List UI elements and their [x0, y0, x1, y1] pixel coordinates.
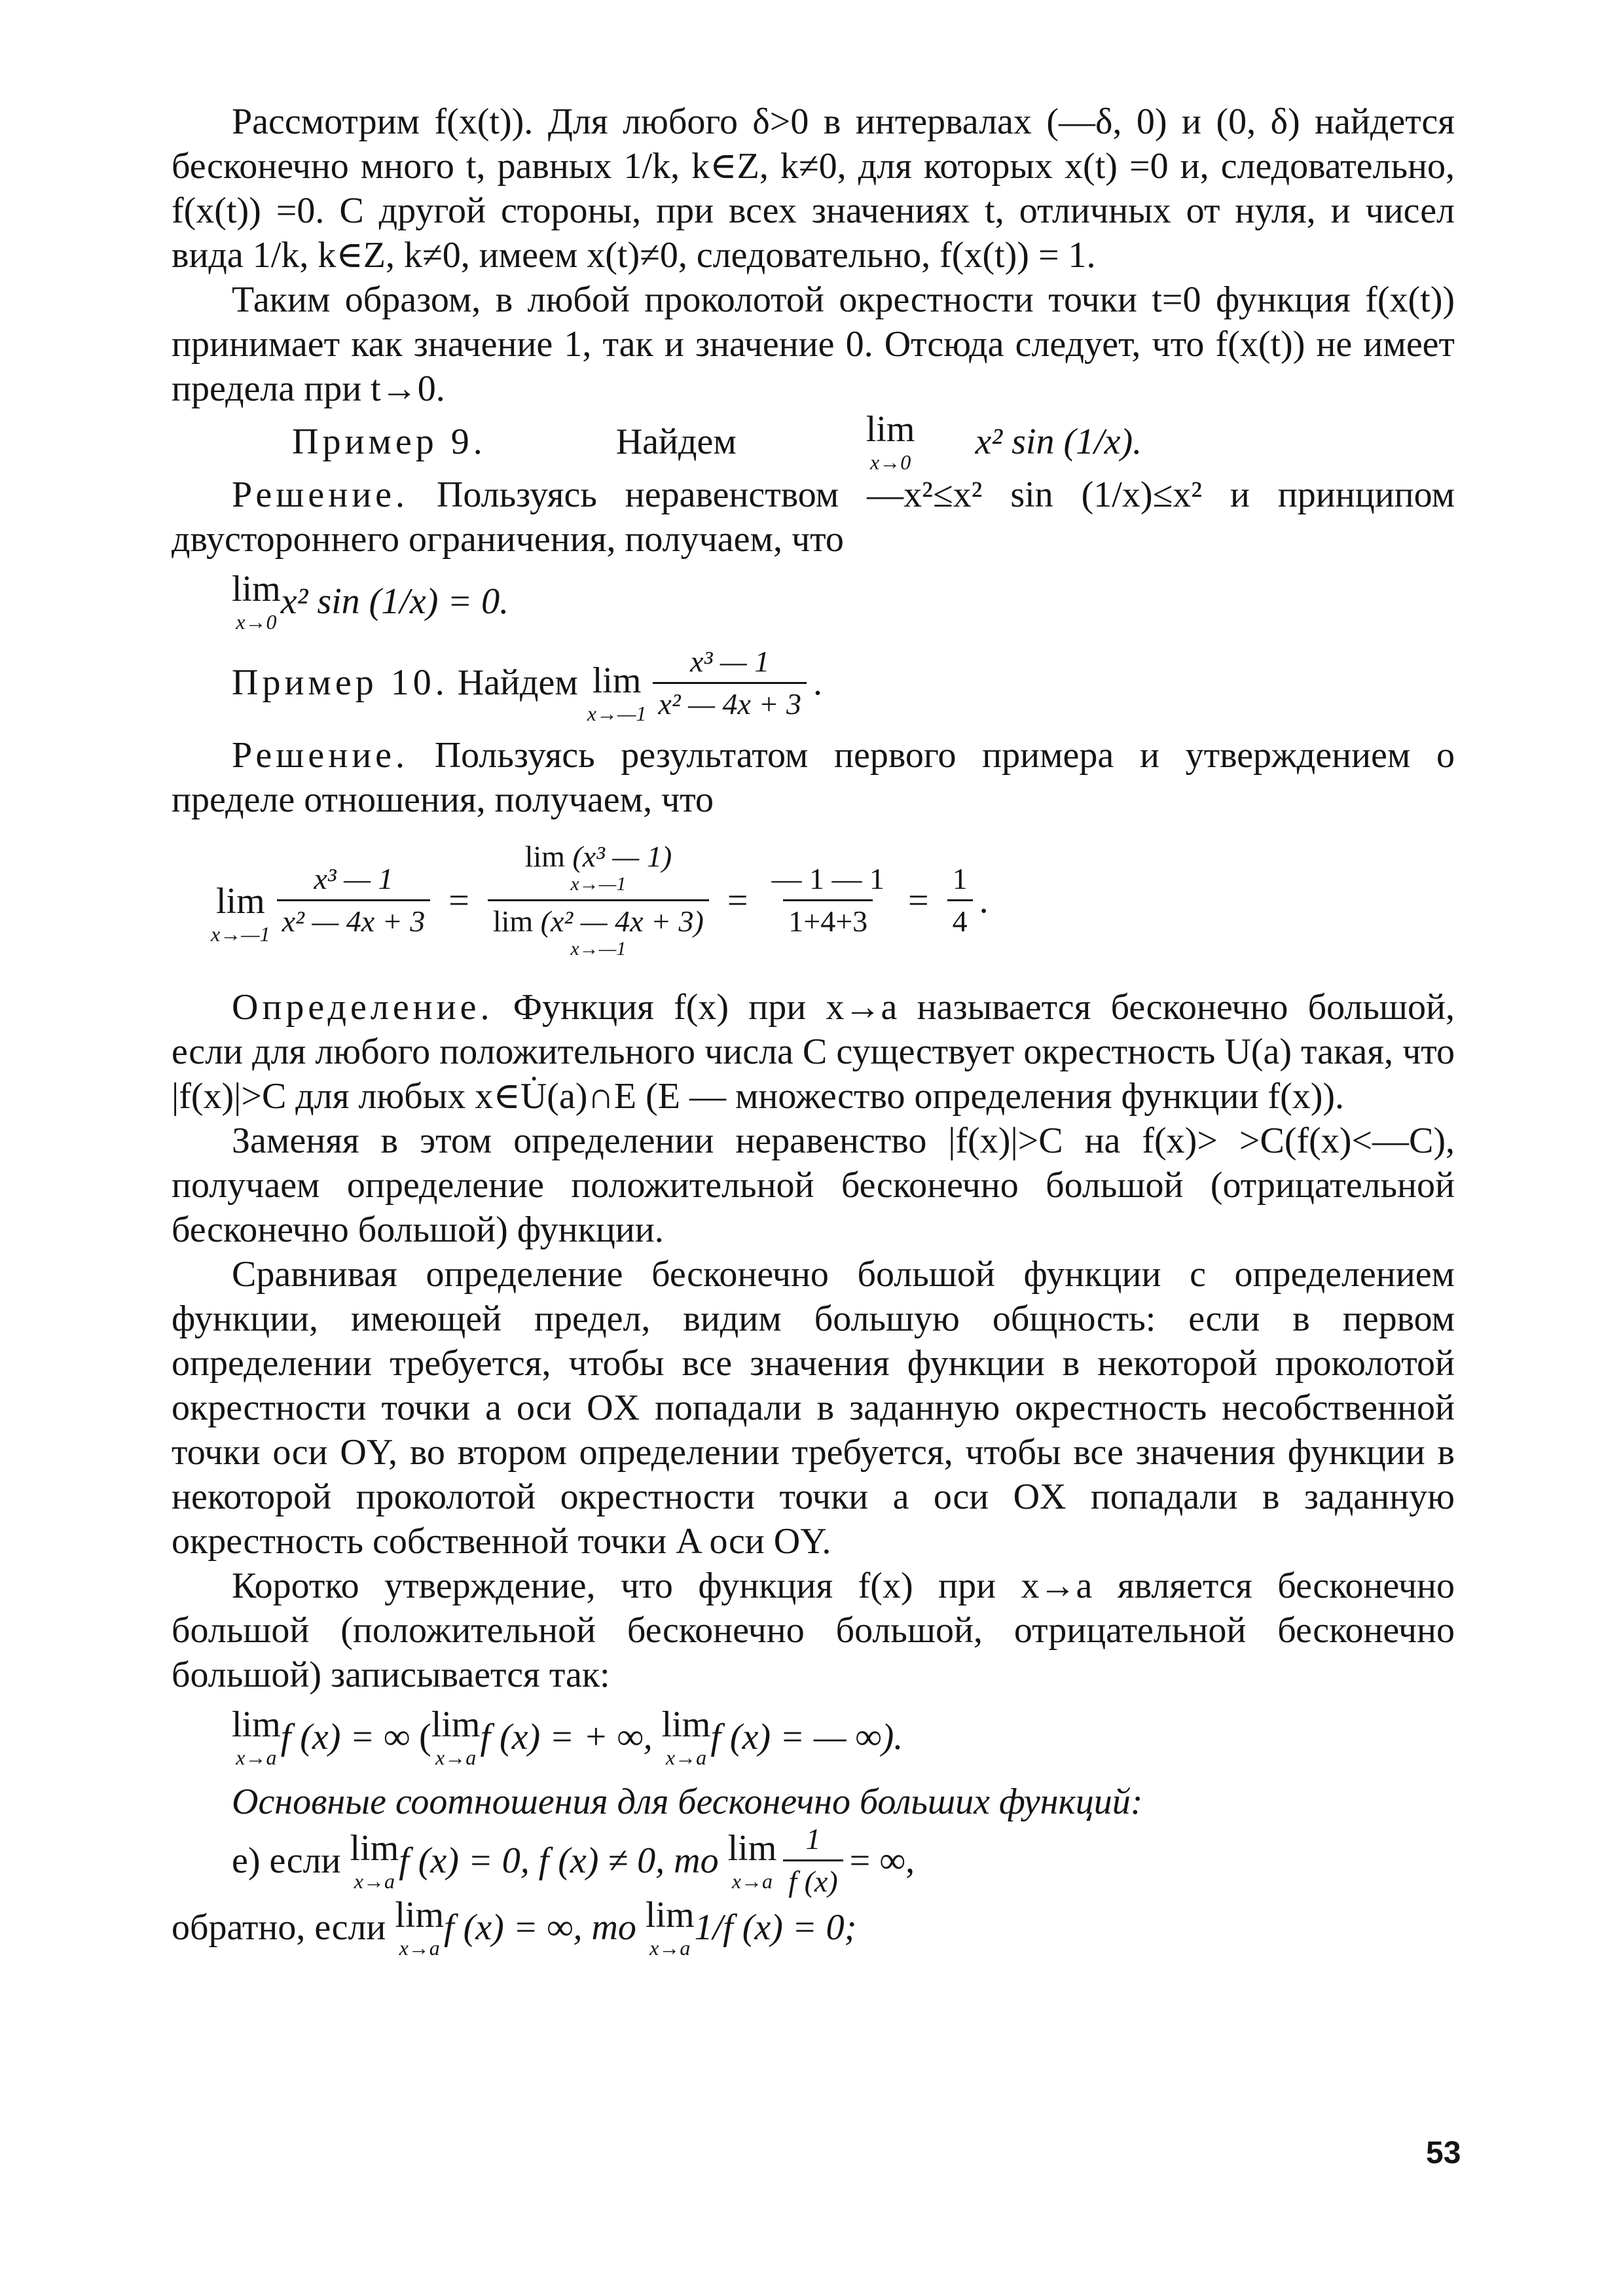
- fraction-2: [488, 842, 709, 959]
- denominator-expression: (x² — 4x + 3): [540, 905, 704, 938]
- example-10-fraction: [653, 644, 807, 721]
- equals-sign: =: [448, 880, 469, 921]
- limit-operator: [662, 1706, 711, 1768]
- lim-subscript: x→a: [731, 1869, 773, 1893]
- solution-10-label: Решение.: [232, 735, 409, 776]
- limit-operator: [395, 1897, 444, 1958]
- limit-operator: [587, 662, 647, 724]
- lim-word: lim: [232, 1704, 281, 1745]
- lim-word: lim: [395, 1895, 445, 1935]
- lim-word: lim: [727, 1827, 777, 1869]
- relation-e-prefix: е) если: [232, 1840, 341, 1881]
- numerator-expression: (x³ — 1): [572, 840, 672, 873]
- page-content: [172, 99, 1455, 1958]
- definition-label: Определение.: [232, 987, 494, 1028]
- lim-subscript: x→a: [399, 1936, 440, 1960]
- period: .: [813, 662, 822, 703]
- example-10-text: Найдем: [457, 662, 578, 703]
- fraction-denominator: f (x): [783, 1859, 843, 1897]
- relation-e-condition: f (x) = 0, f (x) ≠ 0, то: [399, 1840, 719, 1881]
- limit-operator: [232, 571, 281, 632]
- relation-e2-result: 1/f (x) = 0;: [694, 1907, 857, 1948]
- lim-word: lim: [492, 905, 534, 938]
- fraction-denominator: 4: [947, 899, 973, 937]
- fraction-1: [277, 864, 431, 937]
- lim-subscript: x→a: [649, 1936, 691, 1960]
- lim-word: lim: [350, 1827, 399, 1869]
- paragraph-notation: Коротко утверждение, что функция f(x) при x→a является бесконечно большой (положительной бесконечно большой, отрицательной бесконечно большой) записывается так:: [172, 1566, 1455, 1695]
- equals-sign: =: [727, 880, 748, 921]
- result-9-expression: x² sin (1/x) = 0.: [280, 581, 509, 622]
- example-10-label: Пример 10.: [232, 662, 448, 703]
- limit-operator: [232, 1706, 281, 1768]
- fraction-4: [947, 864, 973, 937]
- relation-e2-condition: f (x) = ∞, то: [444, 1907, 636, 1948]
- limit-operator: [646, 1897, 695, 1958]
- definition: [172, 985, 1455, 1119]
- limit-operator: [211, 880, 270, 946]
- paragraph-composition: Рассмотрим f(x(t)). Для любого δ>0 в интервалах (—δ, 0) и (0, δ) найдется бесконечно много t, равных 1/k, k∈Z, k≠0, для которых x(t) =0 и, следовательно, f(x(t)) =0. С другой стороны, при всех значениях t, отличных от нуля, и чисел вида 1/k, k∈Z, k≠0, имеем x(t)≠0, следовательно, f(x(t)) = 1.: [172, 101, 1455, 276]
- page-number: 53: [1426, 2136, 1461, 2170]
- definition-text: Функция f(x) при x→a называется бесконечно большой, если для любого положительного числа C существует окрестность U(a) такая, что |f(x)|>C для любых x∈U̇(a)∩E (E — множество определения функции f(x)).: [172, 987, 1455, 1117]
- open-paren: (: [419, 1717, 431, 1757]
- relation-e2-prefix: обратно, если: [172, 1907, 386, 1948]
- limit-operator: [727, 1827, 777, 1893]
- example-9-text: Найдем: [615, 422, 737, 462]
- lim-subscript: x→—1: [587, 702, 647, 725]
- example-9: [172, 411, 1455, 473]
- relation-e-result: = ∞,: [849, 1840, 915, 1881]
- reciprocal-fraction: [783, 1824, 843, 1897]
- example-9-label: Пример 9.: [292, 422, 486, 462]
- lim-word: lim: [866, 409, 915, 450]
- lim-subscript: x→a: [354, 1869, 395, 1893]
- lim-subscript: x→—1: [570, 938, 627, 960]
- fraction-denominator: 1+4+3: [783, 899, 873, 937]
- example-10: [172, 641, 1455, 724]
- equals-sign: =: [907, 880, 929, 921]
- result-10-equation: [172, 842, 1455, 959]
- lim-subscript: x→—1: [211, 922, 270, 946]
- solution-10: [172, 733, 1455, 822]
- fraction-denominator: x² — 4x + 3: [277, 899, 431, 937]
- limit-operator: [431, 1706, 481, 1768]
- lim-subscript: x→a: [435, 1746, 477, 1769]
- fraction-3: [766, 864, 890, 937]
- notation-minus-infinite: f (x) = — ∞).: [710, 1717, 903, 1757]
- lim-subscript: x→0: [870, 450, 911, 474]
- relation-e: [172, 1824, 1455, 1897]
- paragraph-conclusion: Таким образом, в любой проколотой окрестности точки t=0 функция f(x(t)) принимает как значение 1, так и значение 0. Отсюда следует, что f(x(t)) не имеет предела при t→0.: [172, 279, 1455, 409]
- solution-9-label: Решение.: [232, 475, 409, 515]
- notation-infinite: f (x) = ∞: [280, 1717, 410, 1757]
- period: .: [979, 880, 989, 921]
- limit-operator: [350, 1827, 399, 1893]
- lim-subscript: x→a: [236, 1746, 277, 1769]
- limit-operator: [806, 411, 915, 473]
- lim-word: lim: [524, 840, 565, 873]
- solution-9: [172, 473, 1455, 562]
- result-9: [172, 571, 1455, 632]
- paragraph-comparison: Сравнивая определение бесконечно большой функции с определением функции, имеющей предел, видим большую общность: если в первом определении требуется, чтобы все значения функции в некоторой проколотой окрестности точки a оси OX попадали в заданную окрестность несобственной точки оси OY, во втором определении требуется, чтобы все значения функции в некоторой проколотой окрестности точки a оси OX попадали в заданную окрестность собственной точки A оси OY.: [172, 1254, 1455, 1562]
- lim-word: lim: [592, 660, 642, 701]
- infinite-limit-notation: [172, 1706, 1455, 1768]
- lim-subscript: x→—1: [570, 873, 627, 895]
- relation-e-converse: [172, 1897, 1455, 1958]
- lim-word: lim: [215, 880, 265, 922]
- paragraph-positive-negative: Заменяя в этом определении неравенство |f(x)|>C на f(x)> >C(f(x)<—C), получаем определение положительной бесконечно большой (отрицательной бесконечно большой) функции.: [172, 1121, 1455, 1250]
- fraction-numerator: — 1 — 1: [771, 862, 884, 895]
- fraction-numerator: [520, 842, 678, 899]
- solution-9-text: Пользуясь неравенством —x²≤x² sin (1/x)≤x² и принципом двустороннего ограничения, получаем, что: [172, 475, 1455, 560]
- example-9-expression: x² sin (1/x).: [975, 422, 1142, 462]
- lim-word: lim: [645, 1895, 695, 1935]
- notation-plus-infinite: f (x) = + ∞,: [480, 1717, 653, 1757]
- solution-10-text: Пользуясь результатом первого примера и утверждением о пределе отношения, получаем, что: [172, 735, 1455, 820]
- lim-word: lim: [661, 1704, 711, 1745]
- fraction-numerator: x³ — 1: [314, 862, 393, 895]
- fraction-numerator: 1: [805, 1822, 821, 1856]
- lim-word: lim: [431, 1704, 481, 1745]
- fraction-denominator: [488, 899, 709, 959]
- section-heading: Основные соотношения для бесконечно больших функций:: [232, 1782, 1143, 1822]
- lim-subscript: x→0: [236, 610, 277, 634]
- fraction-numerator: x³ — 1: [690, 644, 770, 678]
- fraction-numerator: 1: [952, 862, 968, 895]
- fraction-denominator: x² — 4x + 3: [653, 682, 807, 719]
- lim-subscript: x→a: [665, 1746, 707, 1769]
- lim-word: lim: [232, 569, 281, 609]
